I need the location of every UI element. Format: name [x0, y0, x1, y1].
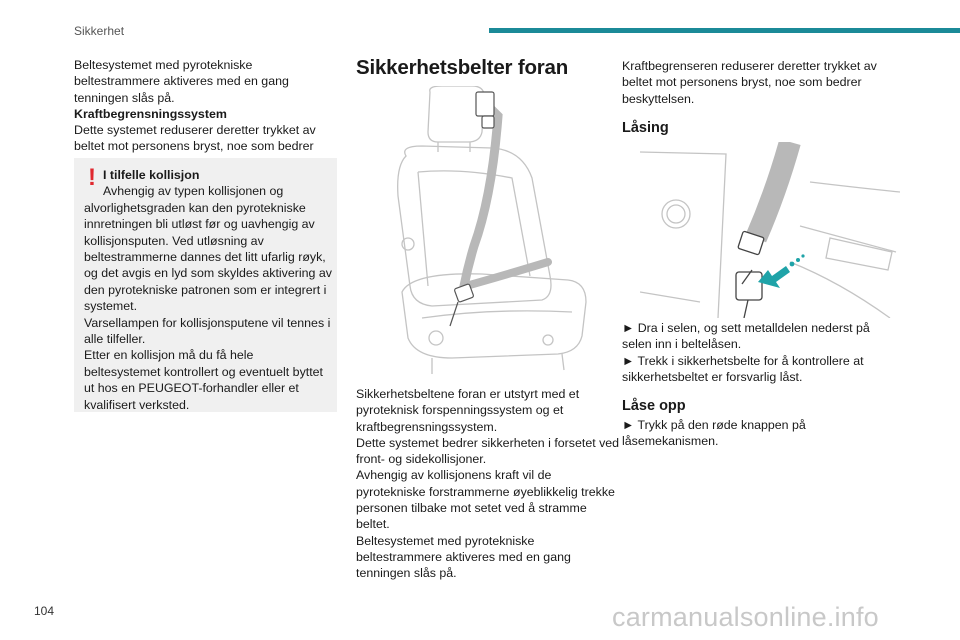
force-limiter-paragraph: Dette systemet reduserer deretter trykket av beltet mot personens bryst, noe som bedrer — [74, 123, 316, 154]
force-limiter-heading: Kraftbegrensningssystem — [74, 106, 227, 121]
warning-text — [84, 164, 333, 413]
intro-column — [74, 57, 339, 171]
section-title: Sikkerhetsbelter foran — [356, 56, 569, 79]
unlocking-step-1: ► Trykk på den røde knappen på låsemekanismen. — [622, 418, 806, 449]
watermark: carmanualsonline.info — [612, 602, 879, 632]
front-seat-illustration — [372, 86, 590, 376]
locking-heading: Låsing — [622, 120, 669, 136]
warning-paragraph-2: Varsellampen for kollisjonsputene vil tennes i alle tilfeller. — [84, 315, 331, 347]
locking-steps — [622, 320, 892, 385]
warning-icon: ! — [88, 164, 96, 191]
front-belts-text — [356, 386, 622, 582]
front-belts-paragraph-3: Avhengig av kollisjonens kraft vil de pyrotekniske forstrammerne øyeblikkelig trekke personen tilbake mot setet ved å stramme beltet. — [356, 468, 615, 532]
intro-paragraph: Beltesystemet med pyrotekniske beltestrammere aktiveres med en gang tenningen slås på. — [74, 58, 289, 105]
header-accent-bar — [489, 28, 960, 33]
front-belts-paragraph-2: Dette systemet bedrer sikkerheten i forsetet ved front- og sidekollisjoner. — [356, 435, 620, 467]
warning-paragraph-1: Avhengig av typen kollisjonen og alvorlighetsgraden kan den pyrotekniske innretningen bli utløst før og uavhengig av kollisjonsputen. Ved utløsning av beltestrammerne dannes det litt ufarlig røyk, og det avgis en lyd som skyldes aktivering av den pyrotekniske patronen som er integrert i systemet. — [84, 184, 332, 314]
locking-step-1: ► Dra i selen, og sett metalldelen nederst på selen inn i beltelåsen. — [622, 321, 870, 352]
front-belts-paragraph-1: Sikkerhetsbeltene foran er utstyrt med et pyroteknisk forspenningssystem og et kraftbegrensningssystem. — [356, 387, 580, 434]
running-header: Sikkerhet — [74, 24, 125, 38]
unlocking-steps — [622, 417, 892, 450]
limiter-text — [622, 58, 892, 107]
limiter-paragraph: Kraftbegrenseren reduserer deretter trykket av beltet mot personens bryst, noe som bedrer beskyttelsen. — [622, 59, 877, 106]
locking-step-2: ► Trekk i sikkerhetsbelte for å kontrollere at sikkerhetsbeltet er forsvarlig låst. — [622, 353, 864, 384]
warning-paragraph-3: Etter en kollisjon må du få hele beltesystemet kontrollert og eventuelt byttet ut hos en PEUGEOT-forhandler eller et kvalifisert verksted. — [84, 348, 323, 412]
page-number: 104 — [34, 604, 55, 618]
warning-box — [74, 158, 337, 412]
buckle-locking-illustration — [640, 142, 900, 318]
warning-title: I tilfelle kollisjon — [103, 168, 200, 182]
front-belts-paragraph-4: Beltesystemet med pyrotekniske beltestrammere aktiveres med en gang tenningen slås på. — [356, 533, 571, 581]
unlocking-heading: Låse opp — [622, 398, 686, 414]
